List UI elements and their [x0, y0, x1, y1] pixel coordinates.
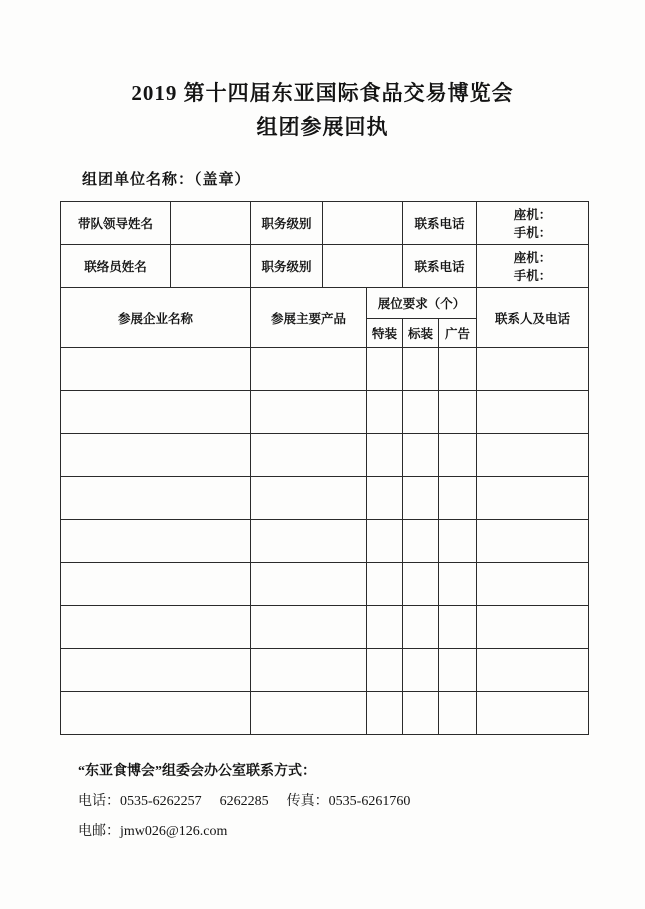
footer-line-2 [78, 787, 645, 817]
cell-booth-special[interactable] [367, 391, 403, 434]
cell-company[interactable] [61, 434, 251, 477]
cell-contact[interactable] [477, 477, 589, 520]
cell-booth-ad[interactable] [439, 477, 477, 520]
cell-company[interactable] [61, 477, 251, 520]
cell-contact[interactable] [477, 348, 589, 391]
cell-product[interactable] [251, 563, 367, 606]
cell-product[interactable] [251, 606, 367, 649]
footer-line-1: “东亚食博会”组委会办公室联系方式： [78, 764, 316, 779]
cell-product[interactable] [251, 477, 367, 520]
cell-contact[interactable] [477, 649, 589, 692]
registration-form-table [60, 201, 589, 735]
header-booth-special: 特装 [367, 319, 403, 348]
table-row [61, 649, 589, 692]
liaison-mobile-label: 手机： [513, 269, 552, 283]
liaison-phone-label: 联系电话 [403, 245, 477, 288]
cell-booth-standard[interactable] [403, 649, 439, 692]
cell-product[interactable] [251, 434, 367, 477]
cell-booth-special[interactable] [367, 477, 403, 520]
cell-company[interactable] [61, 649, 251, 692]
cell-product[interactable] [251, 692, 367, 735]
cell-contact[interactable] [477, 563, 589, 606]
cell-contact[interactable] [477, 520, 589, 563]
cell-contact[interactable] [477, 692, 589, 735]
cell-company[interactable] [61, 520, 251, 563]
organization-name-label: 组团单位名称：（盖章） [82, 172, 251, 188]
table-row [61, 477, 589, 520]
liaison-position-label: 职务级别 [251, 245, 323, 288]
leader-position-label: 职务级别 [251, 202, 323, 245]
table-row-liaison [61, 245, 589, 288]
leader-phone-label: 联系电话 [403, 202, 477, 245]
table-row [61, 692, 589, 735]
table-row [61, 563, 589, 606]
title-line-1: 2019 第十四届东亚国际食品交易博览会 [131, 81, 514, 105]
leader-mobile-label: 手机： [513, 226, 552, 240]
table-row [61, 520, 589, 563]
table-row [61, 434, 589, 477]
cell-booth-standard[interactable] [403, 692, 439, 735]
cell-booth-ad[interactable] [439, 563, 477, 606]
cell-company[interactable] [61, 692, 251, 735]
cell-company[interactable] [61, 563, 251, 606]
liaison-name-value[interactable] [171, 245, 251, 288]
table-row [61, 391, 589, 434]
cell-booth-ad[interactable] [439, 434, 477, 477]
cell-booth-standard[interactable] [403, 391, 439, 434]
cell-booth-ad[interactable] [439, 520, 477, 563]
title-line-2: 组团参展回执 [256, 115, 389, 139]
header-booth-standard: 标装 [403, 319, 439, 348]
footer-contact-info [78, 757, 645, 847]
table-row [61, 606, 589, 649]
leader-position-value[interactable] [323, 202, 403, 245]
email-label: 电邮： [78, 824, 120, 839]
phone-number-1: 0535-6262257 [120, 794, 202, 809]
header-booth-requirement: 展位要求（个） [367, 288, 477, 319]
cell-product[interactable] [251, 649, 367, 692]
email-address: jmw026@126.com [120, 824, 228, 839]
cell-booth-special[interactable] [367, 434, 403, 477]
table-row-leader [61, 202, 589, 245]
cell-product[interactable] [251, 391, 367, 434]
leader-name-value[interactable] [171, 202, 251, 245]
cell-booth-ad[interactable] [439, 348, 477, 391]
cell-company[interactable] [61, 348, 251, 391]
header-contact-person: 联系人及电话 [477, 288, 589, 348]
cell-booth-ad[interactable] [439, 391, 477, 434]
cell-booth-special[interactable] [367, 649, 403, 692]
cell-booth-standard[interactable] [403, 563, 439, 606]
fax-number: 0535-6261760 [328, 794, 411, 809]
cell-booth-special[interactable] [367, 563, 403, 606]
cell-booth-ad[interactable] [439, 606, 477, 649]
table-header-row-top [61, 288, 589, 319]
cell-product[interactable] [251, 348, 367, 391]
leader-phone-value[interactable] [477, 202, 589, 245]
leader-name-label: 带队领导姓名 [61, 202, 171, 245]
cell-booth-special[interactable] [367, 520, 403, 563]
header-main-product: 参展主要产品 [251, 288, 367, 348]
header-company-name: 参展企业名称 [61, 288, 251, 348]
table-row [61, 348, 589, 391]
leader-landline-label: 座机： [513, 208, 552, 222]
cell-booth-standard[interactable] [403, 520, 439, 563]
document-title [0, 78, 645, 142]
cell-company[interactable] [61, 606, 251, 649]
cell-booth-ad[interactable] [439, 692, 477, 735]
cell-booth-special[interactable] [367, 606, 403, 649]
cell-booth-standard[interactable] [403, 348, 439, 391]
footer-line-3 [78, 817, 645, 847]
fax-label: 传真： [286, 794, 329, 809]
cell-booth-standard[interactable] [403, 434, 439, 477]
cell-contact[interactable] [477, 434, 589, 477]
liaison-name-label: 联络员姓名 [61, 245, 171, 288]
cell-booth-standard[interactable] [403, 606, 439, 649]
cell-contact[interactable] [477, 391, 589, 434]
cell-booth-standard[interactable] [403, 477, 439, 520]
liaison-phone-value[interactable] [477, 245, 589, 288]
cell-product[interactable] [251, 520, 367, 563]
cell-booth-ad[interactable] [439, 649, 477, 692]
phone-number-2: 6262285 [219, 794, 269, 809]
liaison-landline-label: 座机： [513, 251, 552, 265]
cell-booth-special[interactable] [367, 692, 403, 735]
cell-booth-special[interactable] [367, 348, 403, 391]
cell-company[interactable] [61, 391, 251, 434]
header-booth-ad: 广告 [439, 319, 477, 348]
cell-contact[interactable] [477, 606, 589, 649]
liaison-position-value[interactable] [323, 245, 403, 288]
phone-label: 电话： [78, 794, 120, 809]
